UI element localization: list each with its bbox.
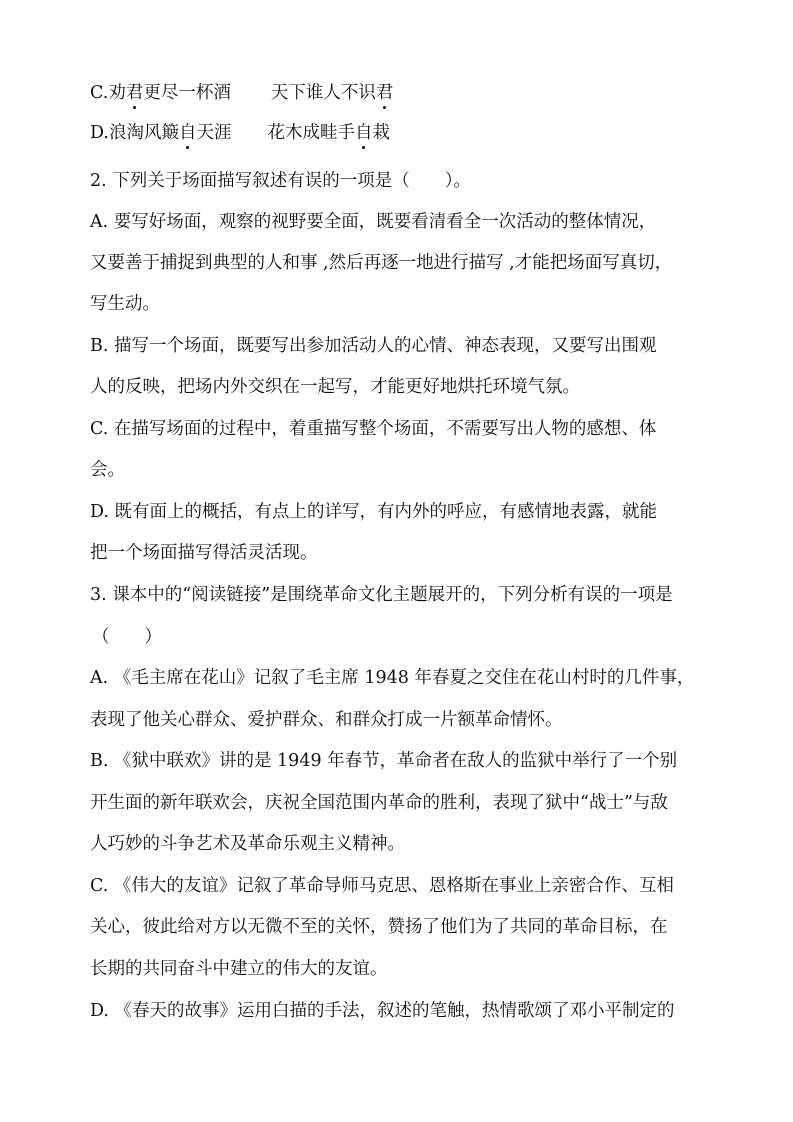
emphasis-dot-char: 君 bbox=[125, 83, 144, 103]
q3-stem-line1: 3. 课本中的“阅读链接”是围绕革命文化主题展开的，下列分析有误的一项是 bbox=[90, 585, 673, 605]
option-label: D. bbox=[90, 123, 109, 143]
q2-option-b-line1: B. 描写一个场面，既要写出参加活动人的心情、神态表现，又要写出围观 bbox=[90, 336, 657, 356]
emphasis-dot-char: 自 bbox=[178, 123, 197, 143]
q2-option-a-line1: A. 要写好场面，观察的视野要全面，既要看清看全一次活动的整体情况， bbox=[90, 212, 657, 232]
emphasis-dot-char: 自 bbox=[354, 123, 373, 143]
text: 劝 bbox=[108, 83, 126, 103]
q3-option-b-line2: 开生面的新年联欢会，庆祝全国范围内革命的胜利，表现了狱中“战士”与敌 bbox=[90, 793, 668, 813]
text: 更尽一杯酒 bbox=[143, 83, 231, 103]
q1-option-c bbox=[90, 82, 393, 104]
q2-option-b-line2: 人的反映，把场内外交织在一起写，才能更好地烘托环境气氛。 bbox=[90, 377, 580, 397]
q2-option-c-line2: 会。 bbox=[90, 460, 125, 480]
q1-option-d bbox=[90, 122, 390, 144]
q3-option-b-line1: B. 《狱中联欢》讲的是 1949 年春节，革命者在敌人的监狱中举行了一个别 bbox=[90, 751, 678, 771]
text: 浪淘风簸 bbox=[108, 123, 179, 143]
q3-option-b-line3: 人巧妙的斗争艺术及革命乐观主义精神。 bbox=[90, 834, 405, 854]
option-label: C. bbox=[90, 83, 109, 103]
emphasis-dot-char: 君 bbox=[375, 83, 394, 103]
q3-option-a-line2: 表现了他关心群众、爱护群众、和群众打成一片额革命情怀。 bbox=[90, 710, 563, 730]
text: 天下谁人不识 bbox=[270, 83, 376, 103]
q2-option-d-line2: 把一个场面描写得活灵活现。 bbox=[90, 543, 318, 563]
text: 花木成畦手 bbox=[267, 123, 355, 143]
q2-option-a-line2: 又要善于捕捉到典型的人和事 ,然后再逐一地进行描写 ,才能把场面写真切， bbox=[90, 253, 673, 273]
q2-option-a-line3: 写生动。 bbox=[90, 294, 160, 314]
q3-option-a-line1: A. 《毛主席在花山》记叙了毛主席 1948 年春夏之交住在花山村时的几件事， bbox=[90, 668, 695, 688]
text: 天涯 bbox=[196, 123, 232, 143]
q3-option-c-line1: C. 《伟大的友谊》记叙了革命导师马克思、恩格斯在事业上亲密合作、互相 bbox=[90, 876, 674, 896]
q2-option-d-line1: D. 既有面上的概括，有点上的详写，有内外的呼应，有感情地表露，就能 bbox=[90, 502, 658, 522]
q3-option-c-line2: 关心，彼此给对方以无微不至的关怀，赞扬了他们为了共同的革命目标，在 bbox=[90, 917, 668, 937]
q2-option-c-line1: C. 在描写场面的过程中，着重描写整个场面，不需要写出人物的感想、体 bbox=[90, 419, 657, 439]
q3-option-d-line1: D. 《春天的故事》运用白描的手法，叙述的笔触，热情歌颂了邓小平制定的 bbox=[90, 1001, 675, 1021]
q3-stem-line2: （ ） bbox=[92, 627, 162, 647]
text: 栽 bbox=[372, 123, 390, 143]
q3-option-c-line3: 长期的共同奋斗中建立的伟大的友谊。 bbox=[90, 959, 388, 979]
q2-stem: 2. 下列关于场面描写叙述有误的一项是（ ）。 bbox=[90, 171, 472, 191]
